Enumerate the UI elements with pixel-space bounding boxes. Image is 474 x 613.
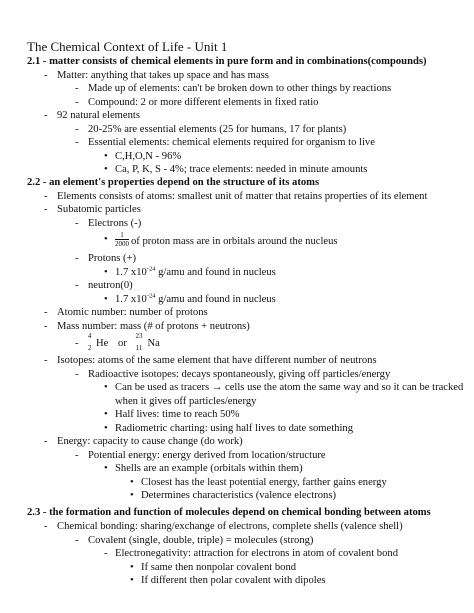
- dash-marker: -: [44, 355, 48, 366]
- list-item-l2: - Protons (+): [75, 253, 137, 264]
- bullet-marker: •: [130, 575, 134, 586]
- list-item-l4: • If different then polar covalent with dipoles: [130, 575, 326, 586]
- dash-marker: -: [75, 97, 79, 108]
- list-item-l1: - Energy: capacity to cause change (do work): [44, 436, 243, 447]
- dash-marker: -: [44, 307, 48, 318]
- list-item-l1: - 92 natural elements: [44, 110, 140, 121]
- bullet-marker: •: [104, 463, 108, 474]
- list-item-continuation: when it gives off particles/energy: [115, 396, 257, 407]
- list-item-l2: - Electrons (-): [75, 218, 142, 229]
- exponent: -24: [146, 265, 156, 273]
- dash-marker: -: [75, 137, 79, 148]
- dash-marker: -: [75, 369, 79, 380]
- dash-marker: -: [104, 548, 108, 559]
- bullet-marker: •: [104, 409, 108, 420]
- list-item-l3: • $\frac{1}{2000}$ of proton mass are in orbitals around the nucleus: [104, 231, 338, 248]
- bullet-marker: •: [104, 382, 108, 393]
- bullet-marker: •: [130, 490, 134, 501]
- list-item-l2: - Made up of elements: can't be broken down to other things by reactions: [75, 83, 392, 94]
- list-item-l3: • C,H,O,N - 96%: [104, 151, 182, 162]
- section-heading-2-3: 2.3 - the formation and function of molecules depend on chemical bonding between atoms: [27, 507, 431, 518]
- list-item-l2: - neutron(0): [75, 280, 133, 291]
- list-item-l1: - Subatomic particles: [44, 204, 141, 215]
- dash-marker: -: [75, 218, 79, 229]
- list-item-l3: • Can be used as tracers → cells use the atom the same way and so it can be tracked: [104, 382, 464, 393]
- list-item-l3: • Half lives: time to reach 50%: [104, 409, 240, 420]
- list-item-l3: • 1.7 $x10^{-24}$ g/amu and found in nucleus: [104, 292, 276, 305]
- dash-marker: -: [44, 110, 48, 121]
- fraction-numerator: 1: [115, 231, 129, 240]
- dash-marker: -: [75, 450, 79, 461]
- list-item-l3: - Electronegativity: attraction for electrons in atom of covalent bond: [104, 548, 398, 559]
- list-item-l2: - Covalent (single, double, triple) = molecules (strong): [75, 535, 314, 546]
- dash-marker: -: [44, 521, 48, 532]
- dash-marker: -: [75, 535, 79, 546]
- bullet-marker: •: [104, 234, 108, 245]
- fraction: [115, 231, 129, 248]
- list-item-l1: - Mass number: mass (# of protons + neutrons): [44, 321, 250, 332]
- dash-marker: -: [44, 70, 48, 81]
- bullet-marker: •: [104, 294, 108, 305]
- dash-marker: -: [75, 83, 79, 94]
- list-item-l2: - 4 2 He or 23 11 Na: [75, 332, 160, 352]
- list-item-l1: - Isotopes: atoms of the same element that have different number of neutrons: [44, 355, 377, 366]
- list-item-l2: - Radioactive isotopes: decays spontaneously, giving off particles/energy: [75, 369, 391, 380]
- dash-marker: -: [75, 253, 79, 264]
- list-item-l1: - Chemical bonding: sharing/exchange of electrons, complete shells (valence shell): [44, 521, 403, 532]
- section-heading-2-1: 2.1 - matter consists of chemical elements in pure form and in combinations(compounds): [27, 56, 427, 67]
- list-item-l4: • If same then nonpolar covalent bond: [130, 562, 297, 573]
- fraction-denominator: 2000: [115, 240, 129, 248]
- section-heading-2-2: 2.2 - an element's properties depend on the structure of its atoms: [27, 177, 320, 188]
- list-item-l2: - Potential energy: energy derived from location/structure: [75, 450, 326, 461]
- bullet-marker: •: [104, 267, 108, 278]
- bullet-marker: •: [130, 477, 134, 488]
- list-item-l1: - Atomic number: number of protons: [44, 307, 208, 318]
- exponent: -24: [146, 292, 156, 300]
- list-item-l3: • Shells are an example (orbitals within them): [104, 463, 303, 474]
- dash-marker: -: [75, 124, 79, 135]
- dash-marker: -: [44, 436, 48, 447]
- list-item-l2: - Compound: 2 or more different elements in fixed ratio: [75, 97, 319, 108]
- list-item-l3: • Radiometric charting: using half lives to date something: [104, 423, 354, 434]
- bullet-marker: •: [104, 164, 108, 175]
- dash-marker: -: [44, 204, 48, 215]
- list-item-l4: • Determines characteristics (valence electrons): [130, 490, 336, 501]
- title-text: The Chemical Context of Life - Unit 1: [27, 39, 228, 54]
- bullet-marker: •: [130, 562, 134, 573]
- sodium-notation: 23 11 Na: [135, 332, 160, 352]
- bullet-marker: •: [104, 151, 108, 162]
- list-item-l2: - 20-25% are essential elements (25 for humans, 17 for plants): [75, 124, 347, 135]
- list-item-l1: - Elements consists of atoms: smallest unit of matter that retains properties of its element: [44, 191, 428, 202]
- list-item-l1: - Matter: anything that takes up space and has mass: [44, 70, 269, 81]
- dash-marker: -: [75, 280, 79, 291]
- helium-notation: 4 2 He: [88, 332, 109, 352]
- list-item-l4: • Closest has the least potential energy, farther gains energy: [130, 477, 387, 488]
- bullet-marker: •: [104, 423, 108, 434]
- dash-marker: -: [75, 338, 79, 349]
- list-item-l2: - Essential elements: chemical elements required for organism to live: [75, 137, 375, 148]
- list-item-l3: • Ca, P, K, S - 4%; trace elements: needed in minute amounts: [104, 164, 368, 175]
- list-item-l3: • 1.7 $x10^{-24}$ g/amu and found in nucleus: [104, 265, 276, 278]
- dash-marker: -: [44, 321, 48, 332]
- dash-marker: -: [44, 191, 48, 202]
